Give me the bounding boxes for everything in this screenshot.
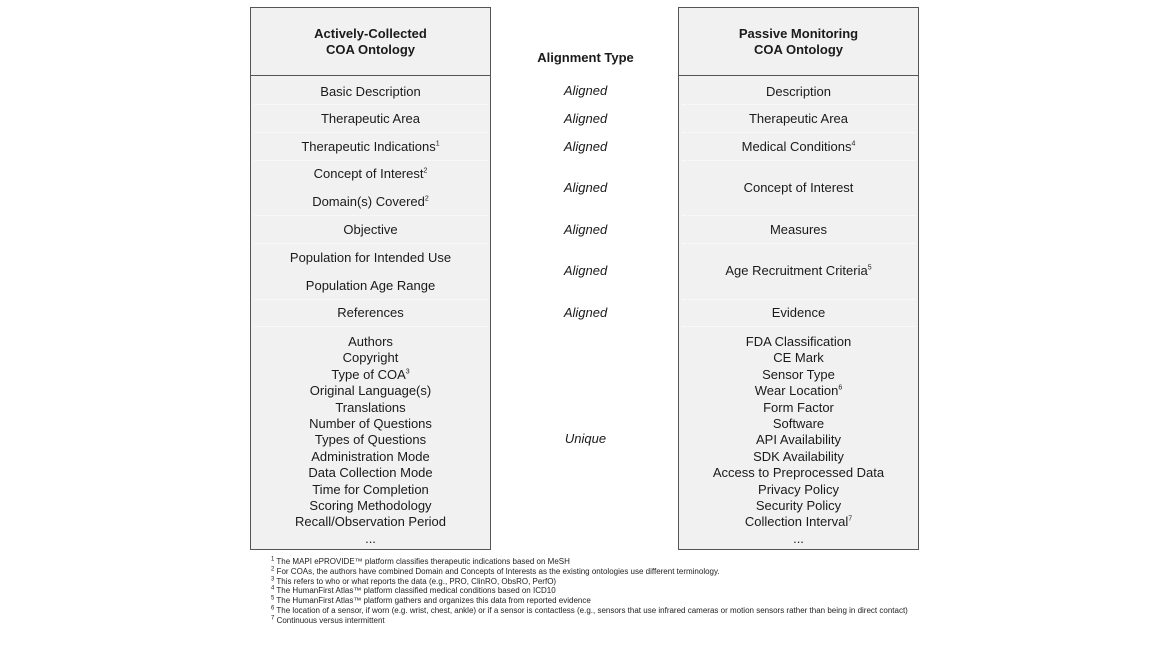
alignment-label: Aligned (563, 305, 608, 320)
list-item: Authors (348, 334, 393, 349)
list-item: Recall/Observation Period (294, 514, 447, 530)
footnote: $^5$ The HumanFirst Atlas™ platform gathers and organizes this data from reported evidence (271, 595, 591, 606)
row-divider (254, 160, 487, 161)
row-divider (682, 160, 915, 161)
footnote: $^7$ Continuous versus intermittent (271, 615, 385, 625)
list-ellipsis: ... (365, 530, 376, 546)
right-row-therapeutic-area: Therapeutic Area (748, 111, 848, 126)
list-item: FDA Classification (745, 334, 852, 349)
list-item: Software (772, 416, 825, 432)
footnote: $^1$ The MAPI ePROVIDE™ platform classifies therapeutic indications based on MeSH (271, 556, 570, 566)
list-item: CE Mark (773, 350, 824, 366)
list-item: Original Language(s) (309, 383, 432, 399)
list-item: Type of COA$^3$ (331, 366, 410, 382)
list-ellipsis: ... (793, 530, 804, 546)
list-item: API Availability (755, 432, 842, 448)
unique-label: Unique (564, 431, 607, 446)
left-row-therapeutic-area: Therapeutic Area (320, 111, 420, 126)
row-divider (682, 104, 915, 105)
list-item: Number of Questions (309, 416, 432, 432)
left-row-references: References (337, 305, 404, 320)
footnote-ref-1: 1 (435, 140, 440, 148)
right-row-description: Description (765, 84, 832, 99)
row-divider (254, 132, 487, 133)
row-divider (682, 132, 915, 133)
footnote-ref-4: 4 (851, 140, 856, 148)
list-item: Privacy Policy (758, 481, 839, 497)
list-item: Data Collection Mode (308, 465, 433, 481)
right-row-measures: Measures (769, 222, 828, 237)
alignment-label: Aligned (563, 83, 608, 98)
list-item: Types of Questions (314, 432, 427, 448)
left-row-population-age-range: Population Age Range (305, 278, 436, 293)
row-divider (682, 243, 915, 244)
list-item: Sensor Type (762, 366, 835, 382)
alignment-label: Aligned (563, 222, 608, 237)
footnote: $^3$ This refers to who or what reports the data (e.g., PRO, ClinRO, ObsRO, PerfO) (271, 575, 557, 586)
row-divider (682, 326, 915, 327)
right-row-age-recruitment-criteria: Age Recruitment Criteria$^5$ (725, 263, 872, 278)
list-item: Access to Preprocessed Data (712, 465, 885, 481)
row-divider (682, 299, 915, 300)
footnote-ref-5: 5 (867, 264, 872, 272)
row-divider (254, 243, 487, 244)
right-row-evidence: Evidence (771, 305, 826, 320)
footnote-ref-7: 7 (848, 516, 853, 524)
left-header-line2: COA Ontology (325, 41, 416, 57)
list-item: Security Policy (755, 498, 842, 514)
alignment-label: Aligned (563, 180, 608, 195)
actively-collected-coa-column (250, 7, 491, 550)
alignment-label: Aligned (563, 111, 608, 126)
row-divider (254, 215, 487, 216)
footnote: $^4$ The HumanFirst Atlas™ platform classified medical conditions based on ICD10 (271, 585, 556, 596)
row-divider (254, 104, 487, 105)
left-row-concept-of-interest: Concept of Interest$^2$ (313, 166, 428, 181)
footnote: $^6$ The location of a sensor, if worn (e.g. wrist, chest, ankle) or if a sensor is contactless (e.g., sensors that use infrared cameras or motion sensors rather than being in direct contact) (271, 605, 908, 615)
left-row-therapeutic-indications: Therapeutic Indications$^1$ (301, 139, 440, 154)
alignment-label: Aligned (563, 139, 608, 154)
right-header-line2: COA Ontology (753, 41, 844, 57)
list-item: Collection Interval$^7$ (744, 514, 853, 530)
left-unique-list (251, 334, 490, 547)
footnote-ref-3: 3 (405, 368, 410, 376)
list-item: Wear Location$^6$ (754, 383, 843, 399)
row-divider (682, 215, 915, 216)
list-item: Time for Completion (312, 481, 429, 497)
left-row-domains-covered: Domain(s) Covered$^2$ (312, 194, 429, 209)
left-row-basic-description: Basic Description (320, 84, 421, 99)
footnote-ref-2a: 2 (423, 167, 428, 175)
list-item: SDK Availability (753, 448, 844, 464)
list-item: Form Factor (763, 399, 834, 415)
list-item: Administration Mode (311, 448, 430, 464)
left-row-objective: Objective (343, 222, 398, 237)
footnote-ref-2b: 2 (424, 195, 429, 203)
list-item: Copyright (342, 350, 399, 366)
right-column-header (679, 8, 918, 76)
alignment-label: Aligned (563, 263, 608, 278)
footnote-ref-6: 6 (838, 384, 843, 392)
row-divider (254, 299, 487, 300)
left-column-header (251, 8, 490, 76)
list-item: Translations (335, 399, 406, 415)
left-row-population-intended-use: Population for Intended Use (289, 250, 452, 265)
row-divider (254, 326, 487, 327)
right-row-concept-of-interest: Concept of Interest (743, 180, 854, 195)
footnotes (271, 557, 911, 626)
right-unique-list (679, 334, 918, 547)
list-item: Scoring Methodology (309, 498, 432, 514)
right-header-line1: Passive Monitoring (738, 25, 859, 41)
alignment-type-header: Alignment Type (537, 50, 634, 65)
left-header-line1: Actively-Collected (314, 25, 427, 41)
footnote: $^2$ For COAs, the authors have combined Domain and Concepts of Interests as the existing ontologies use different terminology. (271, 566, 720, 576)
passive-monitoring-coa-column (678, 7, 919, 550)
right-row-medical-conditions: Medical Conditions$^4$ (741, 139, 856, 154)
